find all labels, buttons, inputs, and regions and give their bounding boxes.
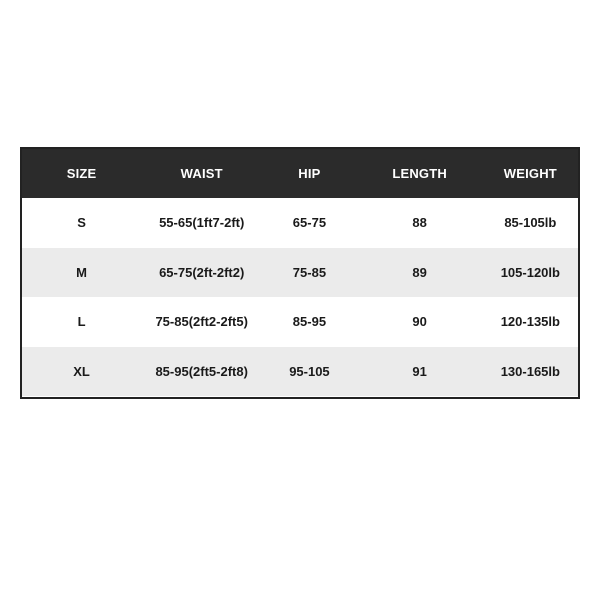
cell-hip: 65-75: [292, 215, 327, 231]
header-waist: WAIST: [180, 166, 223, 181]
cell-length: 90: [412, 314, 427, 330]
cell-weight: 105-120lb: [500, 264, 560, 280]
cell-waist: 85-95(2ft5-2ft8): [155, 363, 248, 379]
cell-size: XL: [73, 363, 90, 379]
cell-weight: 120-135lb: [500, 314, 560, 330]
table-row: [22, 347, 578, 397]
cell-length: 91: [412, 363, 427, 379]
cell-weight: 130-165lb: [500, 363, 560, 379]
cell-hip: 75-85: [292, 264, 327, 280]
header-hip: HIP: [298, 166, 321, 181]
size-chart-table: [20, 147, 580, 399]
cell-weight: 85-105lb: [504, 215, 557, 231]
cell-size: L: [77, 314, 86, 330]
cell-length: 89: [412, 264, 427, 280]
cell-waist: 75-85(2ft2-2ft5): [155, 314, 248, 330]
cell-size: S: [77, 215, 86, 231]
table-row: [22, 198, 578, 248]
cell-hip: 85-95: [292, 314, 327, 330]
table-row: [22, 248, 578, 298]
header-length: LENGTH: [392, 166, 447, 181]
header-size: SIZE: [66, 166, 97, 181]
cell-waist: 65-75(2ft-2ft2): [159, 264, 245, 280]
cell-length: 88: [412, 215, 427, 231]
cell-size: M: [76, 264, 87, 280]
table-header-row: [22, 149, 578, 198]
cell-hip: 95-105: [289, 363, 330, 379]
table-row: [22, 297, 578, 347]
header-weight: WEIGHT: [503, 166, 557, 181]
cell-waist: 55-65(1ft7-2ft): [159, 215, 245, 231]
